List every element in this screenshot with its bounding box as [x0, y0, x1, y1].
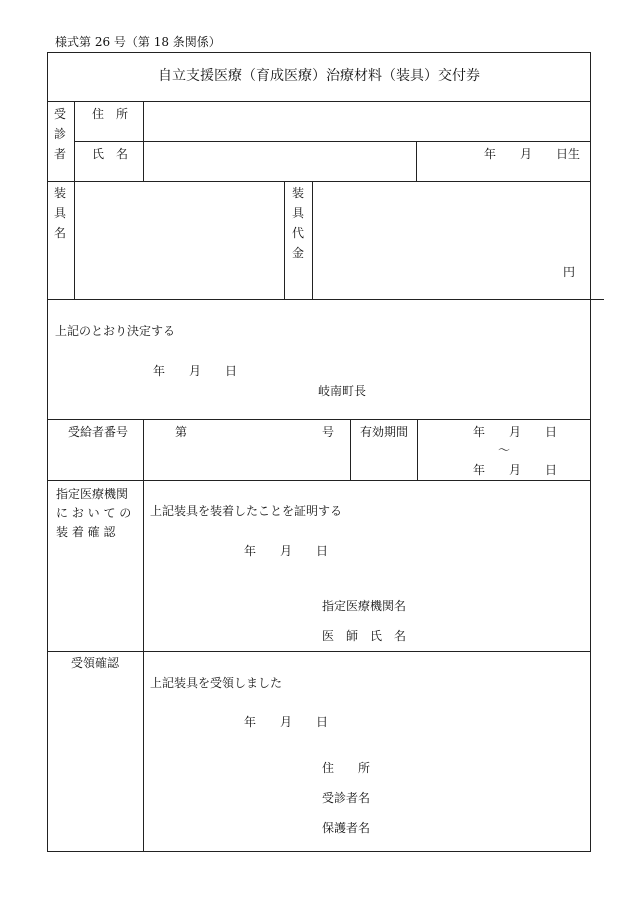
- receipt-statement: 上記装具を受領しました: [150, 676, 283, 690]
- number-prefix: 第: [175, 425, 188, 439]
- issuer-name: 岐南町長: [318, 384, 367, 398]
- table-border-left: [47, 52, 48, 852]
- receipt-label: 受領確認: [71, 656, 120, 670]
- device-cost-label: 装具代金: [291, 186, 304, 260]
- col-divider: [284, 181, 285, 299]
- row-divider: [47, 181, 591, 182]
- period-separator: 〜: [498, 443, 511, 457]
- number-suffix: 号: [322, 425, 335, 439]
- recipient-group-label: 受診者: [53, 107, 66, 161]
- decision-statement: 上記のとおり決定する: [55, 324, 176, 338]
- fitting-label-line1: 指定医療機関: [56, 487, 129, 501]
- device-name-label: 装具名: [53, 186, 66, 240]
- period-end: 年 月 日: [473, 463, 558, 477]
- row-divider: [47, 299, 604, 300]
- col-divider: [350, 419, 351, 480]
- address-label: 住 所: [92, 107, 129, 121]
- form-title: 自立支援医療（育成医療）治療材料（装具）交付券: [158, 68, 480, 84]
- form-number: 様式第 26 号（第 18 条関係）: [55, 35, 221, 49]
- row-divider: [47, 419, 591, 420]
- patient-name-label: 受診者名: [322, 791, 371, 805]
- institution-label: 指定医療機関名: [322, 599, 407, 613]
- col-divider: [143, 101, 144, 181]
- table-border-right: [590, 52, 591, 852]
- guardian-name-label: 保護者名: [322, 821, 371, 835]
- table-border-bottom: [47, 851, 591, 852]
- row-divider: [47, 480, 591, 481]
- col-divider: [416, 141, 417, 181]
- currency-unit: 円: [563, 265, 576, 279]
- fitting-label-line2: に お い て の: [56, 506, 132, 520]
- row-divider: [47, 651, 591, 652]
- receipt-date: 年 月 日: [244, 715, 329, 729]
- birthdate-label: 年 月 日生: [484, 147, 581, 161]
- col-divider: [74, 101, 75, 181]
- name-label: 氏 名: [92, 147, 129, 161]
- validity-label: 有効期間: [360, 425, 409, 439]
- fitting-statement: 上記装具を装着したことを証明する: [150, 504, 343, 518]
- col-divider: [143, 419, 144, 480]
- doctor-label: 医 師 氏 名: [322, 629, 407, 643]
- col-divider: [312, 181, 313, 299]
- receipt-address-label: 住 所: [322, 761, 371, 775]
- fitting-label-line3: 装 着 確 認: [56, 525, 116, 539]
- period-start: 年 月 日: [473, 425, 558, 439]
- fitting-date: 年 月 日: [244, 544, 329, 558]
- col-divider: [417, 419, 418, 480]
- table-border-top: [47, 52, 591, 53]
- col-divider: [143, 480, 144, 852]
- beneficiary-number-label: 受給者番号: [68, 425, 129, 439]
- row-divider: [74, 141, 591, 142]
- row-divider: [47, 101, 591, 102]
- decision-date: 年 月 日: [153, 364, 238, 378]
- col-divider: [74, 181, 75, 299]
